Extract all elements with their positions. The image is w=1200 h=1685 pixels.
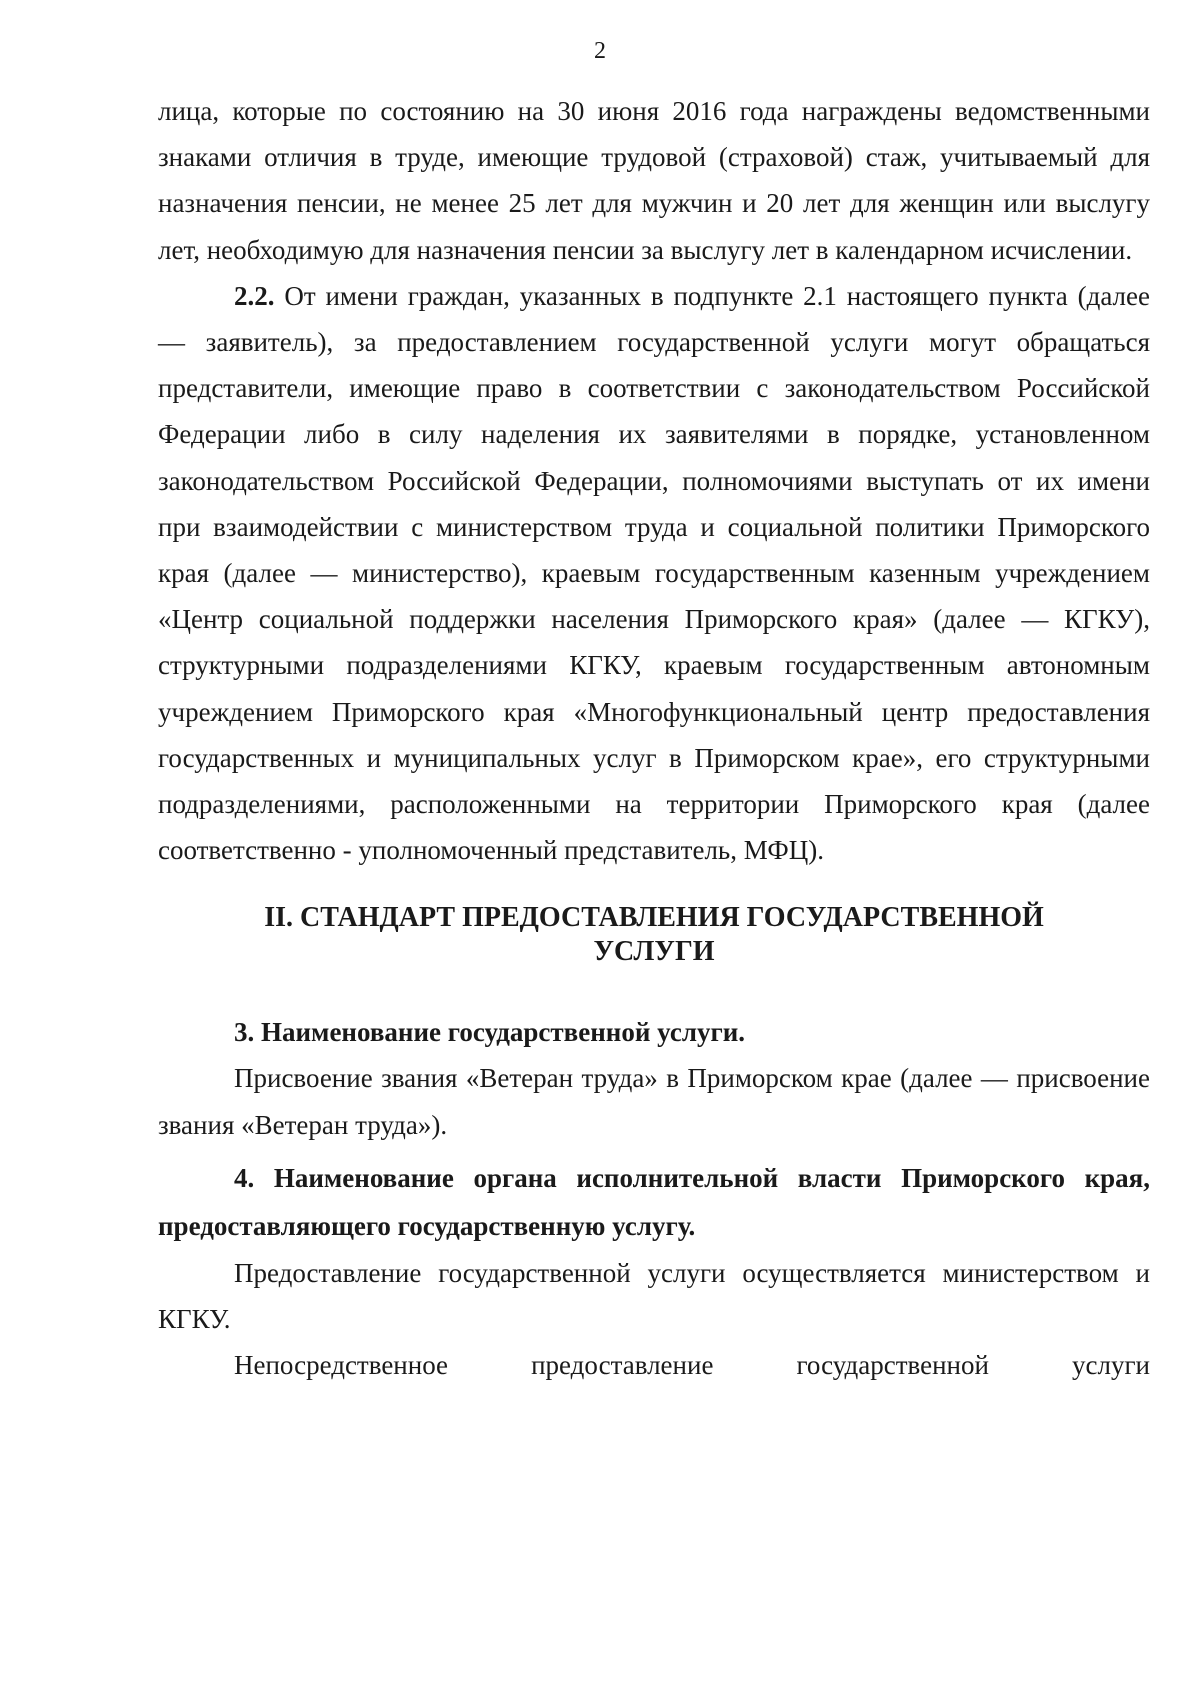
section-title: II. СТАНДАРТ ПРЕДОСТАВЛЕНИЯ ГОСУДАРСТВЕННОЙ УСЛУГИ [264, 902, 1044, 968]
paragraph-2-2 [158, 273, 1150, 874]
paragraph-eligible-persons: лица, которые по состоянию на 30 июня 2016 года награждены ведомственными знаками отличия в труде, имеющие трудовой (страховой) стаж, учитываемый для назначения пенсии, не менее 25 лет для мужчин и 20 лет для женщин или выслугу лет, необходимую для назначения пенсии за выслугу лет в календарном исчислении. [158, 96, 1150, 265]
paragraph-direct-provision: Непосредственное предоставление государственной услуги [234, 1350, 1150, 1381]
clause-text: От имени граждан, указанных в подпункте 2.1 настоящего пункта (далее — заявитель), за предоставлением государственной услуги могут обращаться представители, имеющие право в соответствии с законодательством Российской Федерации либо в силу наделения их заявителями в порядке, установленном законодательством Российской Федерации, полномочиями выступать от их имени при взаимодействии с министерством труда и социальной политики Приморского края (далее — министерство), краевым государственным казенным учреждением «Центр социальной поддержки населения Приморского края» (далее — КГКУ), структурными подразделениями КГКУ, краевым государственным автономным учреждением Приморского края «Многофункциональный центр предоставления государственных и муниципальных услуг в Приморском крае», его структурными подразделениями, расположенными на территории Приморского края (далее соответственно - уполномоченный представитель, МФЦ). [158, 280, 1150, 866]
paragraph-service-name: Присвоение звания «Ветеран труда» в Приморском крае (далее — присвоение звания «Ветеран труда»). [158, 1063, 1150, 1140]
heading-authority-name: 4. Наименование органа исполнительной власти Приморского края, предоставляющего государственную услугу. [158, 1162, 1150, 1241]
page-number: 2 [594, 38, 606, 64]
heading-service-name: 3. Наименование государственной услуги. [234, 1017, 746, 1048]
clause-number: 2.2. [234, 280, 275, 311]
document-body [158, 88, 1150, 1388]
paragraph-authority: Предоставление государственной услуги осуществляется министерством и КГКУ. [158, 1257, 1150, 1335]
